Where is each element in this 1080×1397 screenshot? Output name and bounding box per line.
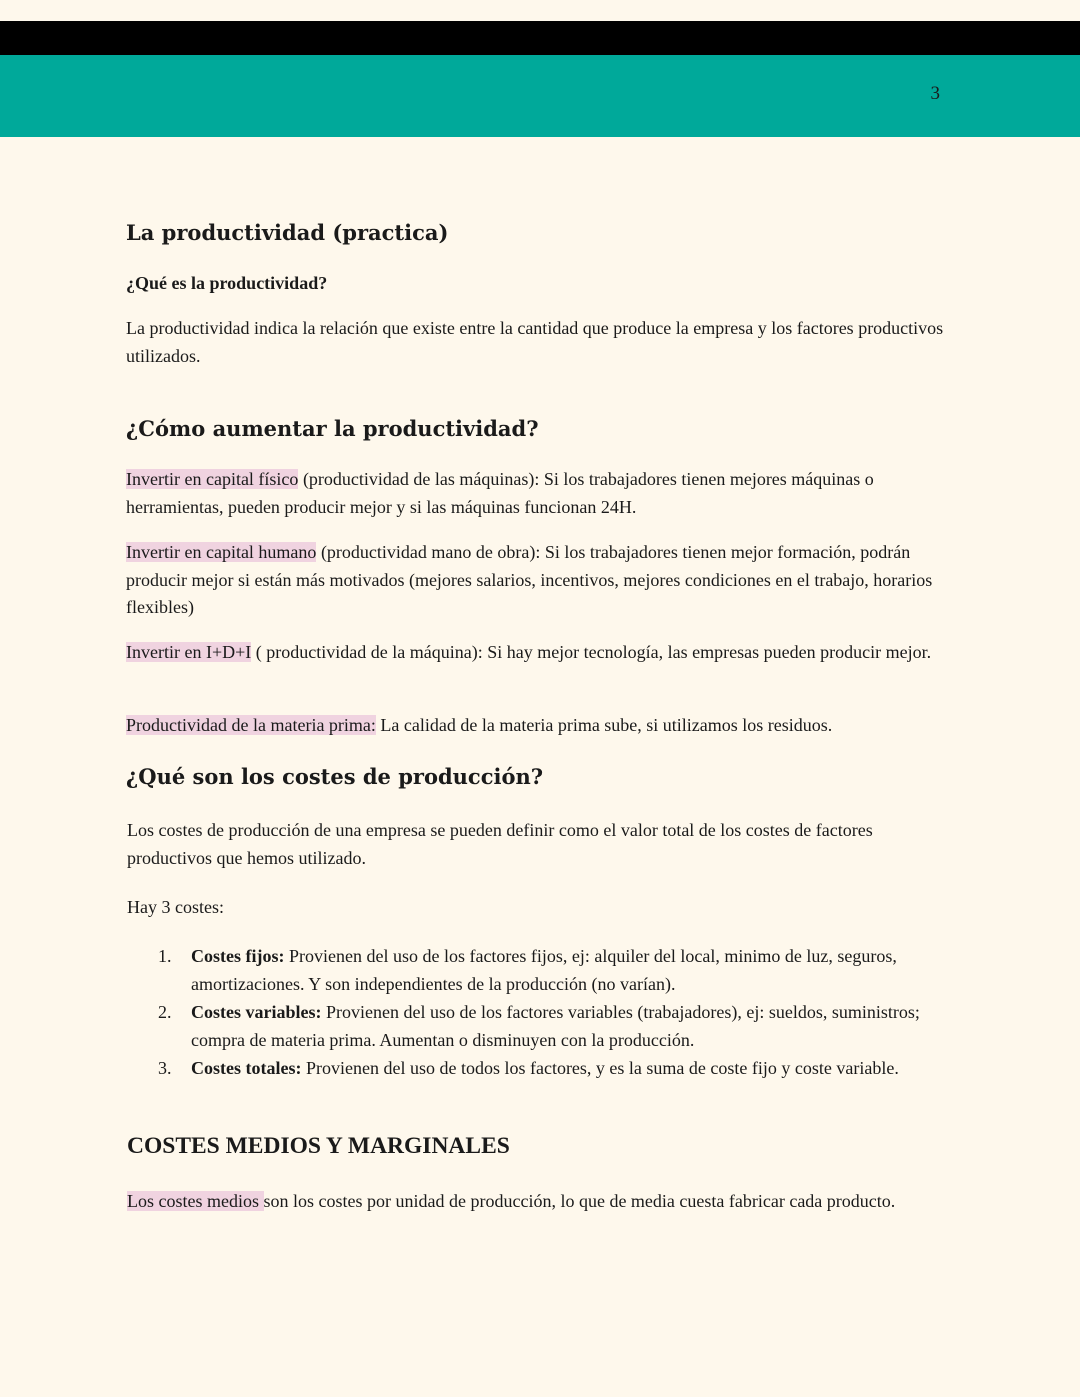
item-idi bbox=[126, 639, 956, 667]
section-heading-increase: ¿Cómo aumentar la productividad? bbox=[126, 416, 539, 441]
paragraph-text: son los costes por unidad de producción, lo que de media cuesta fabricar cada producto. bbox=[263, 1191, 896, 1211]
top-black-bar bbox=[0, 21, 1080, 55]
list-number: 3. bbox=[158, 1058, 172, 1078]
highlight-text: Invertir en capital físico bbox=[126, 469, 299, 489]
item-text: La calidad de la materia prima sube, si utilizamos los residuos. bbox=[375, 715, 833, 735]
list-number: 1. bbox=[158, 946, 172, 966]
item-capital-humano bbox=[126, 539, 956, 622]
list-label: Costes variables: bbox=[191, 1002, 322, 1022]
list-item bbox=[158, 942, 958, 998]
costs-list bbox=[158, 942, 958, 1082]
doc-title: La productividad (practica) bbox=[126, 220, 449, 245]
list-item bbox=[158, 998, 958, 1054]
question-heading: ¿Qué es la productividad? bbox=[126, 273, 328, 293]
list-label: Costes totales: bbox=[191, 1058, 302, 1078]
list-text: Provienen del uso de todos los factores, y es la suma de coste fijo y coste variable. bbox=[301, 1058, 899, 1078]
item-text: (productividad mano de obra): Si los trabajadores tienen mejor formación, podrán producir mejor si están más motivados (mejores salarios, incentivos, mejores condiciones en el trabajo, horarios flexibles) bbox=[126, 542, 933, 617]
page-number: 3 bbox=[930, 83, 940, 104]
highlight-text: Invertir en I+D+I bbox=[126, 642, 252, 662]
highlight-text: Productividad de la materia prima: bbox=[126, 715, 376, 735]
medium-costs-paragraph bbox=[127, 1188, 957, 1216]
highlight-text: Invertir en capital humano bbox=[126, 542, 317, 562]
list-text: Provienen del uso de los factores variables (trabajadores), ej: sueldos, suministros; compra de materia prima. Aumentan o disminuyen con la producción. bbox=[191, 1002, 920, 1050]
costs-definition: Los costes de producción de una empresa se pueden definir como el valor total de los costes de factores productivos que hemos utilizado. bbox=[127, 820, 873, 868]
item-capital-fisico bbox=[126, 466, 956, 521]
item-text: (productividad de las máquinas): Si los trabajadores tienen mejores máquinas o herramientas, pueden producir mejor y si las máquinas funcionan 24H. bbox=[126, 469, 874, 517]
list-item bbox=[158, 1054, 958, 1082]
item-text: ( productividad de la máquina): Si hay mejor tecnología, las empresas pueden producir mejor. bbox=[251, 642, 932, 662]
costs-intro: Hay 3 costes: bbox=[127, 897, 224, 917]
item-materia-prima bbox=[126, 712, 956, 740]
header-band bbox=[0, 55, 1080, 137]
list-label: Costes fijos: bbox=[191, 946, 285, 966]
highlight-text: Los costes medios bbox=[127, 1191, 264, 1211]
list-number: 2. bbox=[158, 1002, 172, 1022]
list-text: Provienen del uso de los factores fijos, ej: alquiler del local, minimo de luz, seguros, amortizaciones. Y son independientes de la producción (no varían). bbox=[191, 946, 897, 994]
section-heading-medium-costs: COSTES MEDIOS Y MARGINALES bbox=[127, 1133, 510, 1159]
section-heading-costs: ¿Qué son los costes de producción? bbox=[126, 764, 544, 789]
definition-paragraph: La productividad indica la relación que existe entre la cantidad que produce la empresa y los factores productivos utilizados. bbox=[126, 318, 944, 366]
